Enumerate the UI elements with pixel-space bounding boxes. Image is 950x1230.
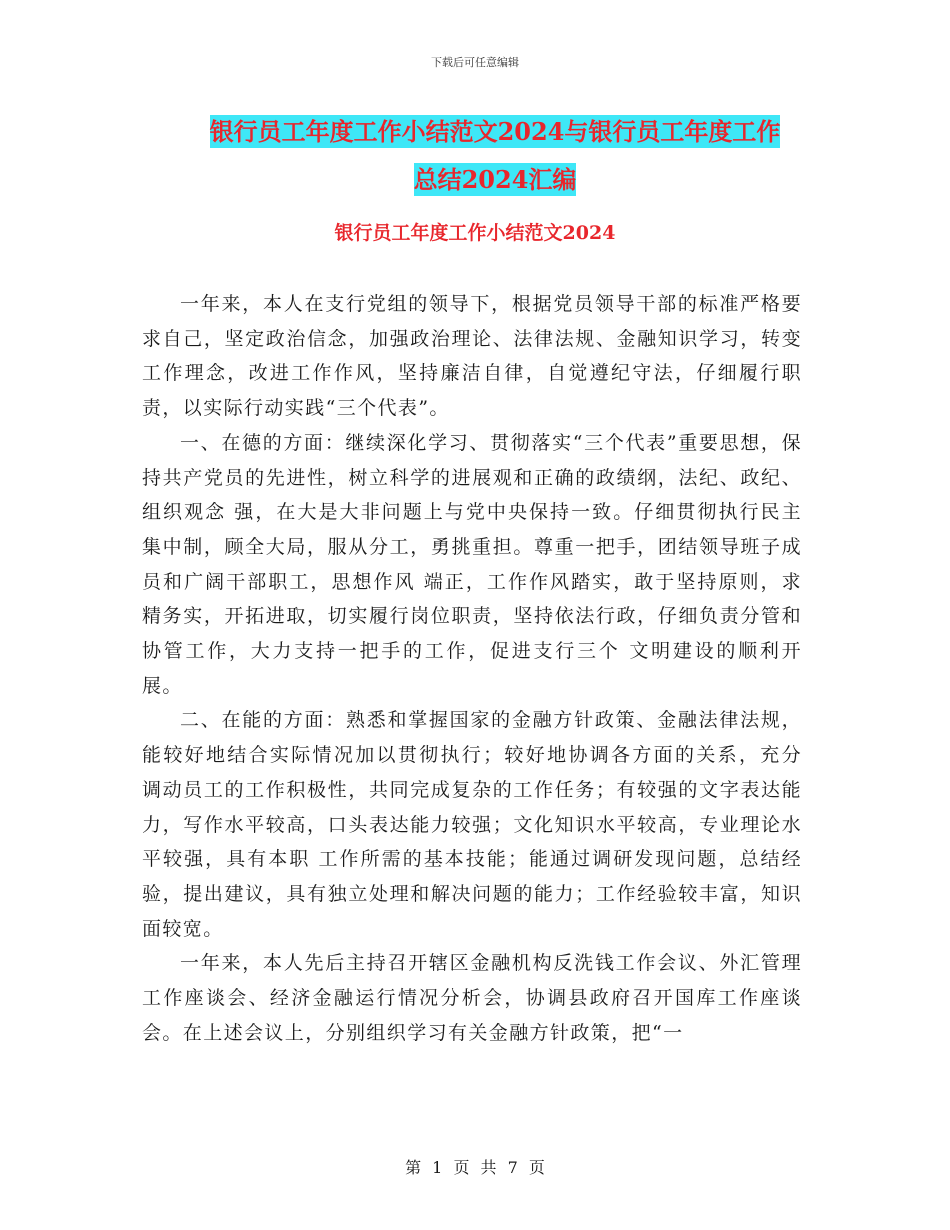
body-paragraph: 一年来，本人在支行党组的领导下，根据党员领导干部的标准严格要求自己，坚定政治信念，加强政治理论、法律法规、金融知识学习，转变工作理念，改进工作作风，坚持廉洁自律，自觉遵纪守法，仔细履行职责，以实际行动实践“三个代表”。 <box>142 293 802 420</box>
main-title-line2: 总结2024汇编 <box>413 165 577 194</box>
body-paragraph: 二、在能的方面：熟悉和掌握国家的金融方针政策、金融法律法规，能较好地结合实际情况加以贯彻执行；较好地协调各方面的关系，充分 调动员工的工作积极性，共同完成复杂的工作任务；有较强的文字表达能力，写作水平较高，口头表达能力较强；文化知识水平较高，专业理论水平较强，具有本职 工作所需的基本技能；能通过调研发现问题，总结经验，提出建议，具有独立处理和解决问题的能力；工作经验较丰富，知识面较宽。 <box>142 709 802 940</box>
document-body <box>142 287 802 1050</box>
section-title: 银行员工年度工作小结范文2024 <box>334 222 616 244</box>
main-title-line1: 银行员工年度工作小结范文2024与银行员工年度工作 <box>209 117 781 146</box>
document-main-title <box>150 108 840 204</box>
body-paragraph: 一、在德的方面：继续深化学习、贯彻落实“三个代表”重要思想，保持共产党员的先进性，树立科学的进展观和正确的政绩纲，法纪、政纪、组织观念 强，在大是大非问题上与党中央保持一致。仔细贯彻执行民主集中制，顾全大局，服从分工，勇挑重担。尊重一把手，团结领导班子成员和广阔干部职工，思想作风 端正，工作作风踏实，敢于坚持原则，求精务实，开拓进取，切实履行岗位职责，坚持依法行政，仔细负责分管和协管工作，大力支持一把手的工作，促进支行三个 文明建设的顺利开展。 <box>142 431 802 697</box>
header-note: 下载后可任意编辑 <box>431 56 519 69</box>
page-footer: 第 1 页 共 7 页 <box>405 1158 545 1177</box>
body-paragraph: 一年来，本人先后主持召开辖区金融机构反洗钱工作会议、外汇管理工作座谈会、经济金融运行情况分析会，协调县政府召开国库工作座谈 会。在上述会议上，分别组织学习有关金融方针政策，把“一 <box>142 952 802 1044</box>
